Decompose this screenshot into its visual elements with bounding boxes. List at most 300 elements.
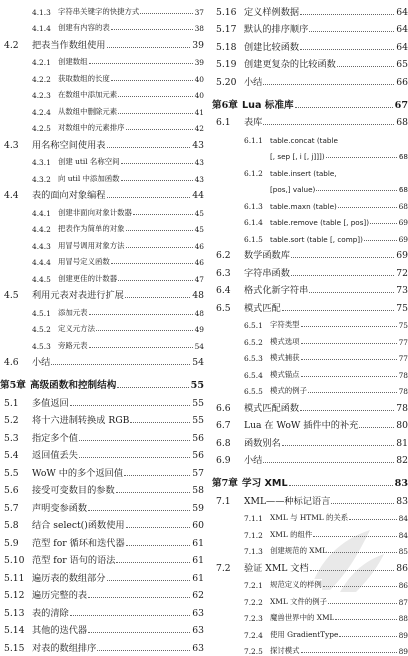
toc-entry-title: 格式化新字符串 [244,282,308,296]
dot-leader [111,79,193,81]
toc-sub-row[interactable] [0,318,204,335]
toc-page-number: 72 [395,268,408,279]
toc-sub-row[interactable] [0,67,204,84]
toc-sub-row[interactable] [212,623,408,640]
dot-leader [326,156,397,158]
toc-sub-row[interactable] [212,380,408,397]
dot-leader [282,309,395,311]
dot-leader [291,256,394,258]
dot-leader [121,162,193,164]
toc-entry-number: 5.19 [212,59,244,70]
toc-page-number: 41 [194,108,204,117]
toc-page-number: 89 [398,647,408,656]
dot-leader [111,262,193,264]
toc-page-number: 39 [194,58,204,67]
toc-entry-number: 5.1 [0,398,32,409]
toc-page-number: 83 [395,496,408,507]
dot-leader [116,561,190,563]
toc-chapter-row[interactable] [212,466,408,489]
dot-leader [126,526,191,528]
dot-leader [309,291,394,293]
toc-entry-number: 6.6 [212,403,244,414]
toc-section-row[interactable] [0,566,204,584]
toc-entry-title: 用名称空间使用表 [32,137,106,151]
toc-entry-title: 默认的排序顺序 [244,21,308,35]
toc-entry-title: 结合 select()函数使用 [32,517,125,531]
toc-entry-number: 6.5.3 [212,354,270,363]
toc-entry-title: 范型 for 语句的语法 [32,552,115,566]
toc-section-row[interactable] [0,584,204,602]
toc-entry-title: Lua 标准库 [242,97,294,111]
dot-leader [301,375,397,377]
toc-section-row[interactable] [0,391,204,409]
toc-entry-title: 旁路元表 [58,340,88,351]
toc-entry-number: 5.16 [212,7,244,18]
toc-entry-title: 表库 [244,114,262,128]
toc-section-row[interactable] [0,601,204,619]
toc-entry-number: 5.14 [0,625,32,636]
toc-entry-title: table.maxn (table) [270,202,337,211]
dot-leader [118,112,192,114]
toc-page-number: 39 [191,40,204,51]
toc-sub-row[interactable] [0,0,204,17]
toc-page-number: 64 [395,7,408,18]
toc-page-number: 78 [398,371,408,380]
dot-leader [126,246,193,248]
toc-sub-row[interactable] [212,590,408,607]
toc-entry-number: 第6章 [212,97,242,111]
toc-section-row[interactable] [212,0,408,18]
toc-sub-row[interactable] [212,523,408,540]
toc-entry-number: 4.2.2 [0,75,58,84]
dot-leader [89,62,193,64]
toc-entry-number: 6.5 [212,303,244,314]
toc-entry-title: 遍历完整的表 [32,587,87,601]
toc-entry-number: 4.5.3 [0,342,58,351]
dot-leader [310,569,395,571]
toc-sub-row[interactable] [212,128,408,145]
toc-right-column [212,0,408,656]
toc-page-number: 48 [194,309,204,318]
toc-page-number: 75 [398,321,408,330]
toc-entry-title: 函数别名 [244,435,281,449]
toc-page-number: 68 [398,185,408,194]
dot-leader [263,461,394,463]
toc-entry-title: XML 文件的例子 [270,596,327,607]
toc-entry-number: 4.4.5 [0,275,58,284]
toc-entry-number: 4.5 [0,290,32,301]
toc-page-number: 56 [191,433,204,444]
toc-entry-title: XML 与 HTML 的关系 [270,512,348,523]
dot-leader [300,48,394,50]
dot-leader [328,602,397,604]
toc-entry-number: 6.5.2 [212,338,270,347]
toc-sub-row[interactable] [0,167,204,184]
toc-section-row[interactable] [212,35,408,53]
toc-page-number: 40 [194,75,204,84]
dot-leader [97,649,190,651]
toc-page-number: 43 [191,140,204,151]
toc-entry-title: 将十六进制转换成 RGB [32,412,129,426]
toc-sub-row[interactable] [212,194,408,211]
toc-section-row[interactable] [0,514,204,532]
toc-entry-number: 4.4.1 [0,209,58,218]
toc-entry-number: 5.3 [0,433,32,444]
toc-entry-title: 模式捕获 [270,352,300,363]
toc-entry-number: 7.2.2 [212,598,270,607]
toc-entry-title: 模式匹配 [244,300,281,314]
toc-entry-title: 表的面向对象编程 [32,187,106,201]
toc-entry-title: table.sort (table [, comp]) [270,235,363,244]
toc-section-row[interactable] [212,111,408,129]
toc-entry-number: 7.1.1 [212,514,270,523]
toc-page-number: 59 [191,503,204,514]
toc-section-row[interactable] [212,396,408,414]
toc-section-row[interactable] [212,70,408,88]
toc-page-number: 73 [395,285,408,296]
toc-cont-row[interactable] [212,145,408,162]
toc-page-number: 42 [194,124,204,133]
toc-sub-row[interactable] [212,640,408,656]
toc-entry-title: 小结 [244,74,262,88]
toc-page-number: 80 [395,420,408,431]
dot-leader [328,551,397,553]
toc-sub-row[interactable] [0,151,204,168]
toc-entry-title: 多值返回 [32,395,69,409]
toc-page-number: 89 [398,631,408,640]
toc-sub-row[interactable] [212,574,408,591]
toc-page-number: 61 [191,538,204,549]
toc-page-number: 86 [398,581,408,590]
toc-page-number: 66 [395,77,408,88]
toc-entry-title: 指定多个值 [32,430,78,444]
toc-page-number: 87 [398,598,408,607]
toc-entry-title: 规范定义的样例 [270,579,322,590]
toc-sub-row[interactable] [212,211,408,228]
toc-section-row[interactable] [0,636,204,654]
toc-page-number: 46 [194,242,204,251]
toc-sub-row[interactable] [212,227,408,244]
toc-page-number: 69 [395,250,408,261]
toc-entry-title: 字符类型 [270,319,300,330]
toc-entry-number: 4.5.1 [0,309,58,318]
dot-leader [88,596,190,598]
toc-page-number: 46 [194,258,204,267]
dot-leader [133,213,193,215]
dot-leader [370,222,397,224]
toc-page-number: 77 [398,338,408,347]
dot-leader [88,509,190,511]
toc-sub-row[interactable] [0,201,204,218]
toc-sub-row[interactable] [212,314,408,331]
toc-sub-row[interactable] [212,161,408,178]
dot-leader [107,46,191,48]
toc-section-row[interactable] [0,33,204,51]
toc-chapter-row[interactable] [0,368,204,391]
toc-entry-number: 4.4.4 [0,258,58,267]
toc-sub-row[interactable] [0,334,204,351]
toc-entry-title: 返回值丢失 [32,447,78,461]
toc-entry-title: 接受可变数目的参数 [32,482,115,496]
toc-page-number: 55 [191,398,204,409]
toc-section-row[interactable] [0,549,204,567]
toc-entry-number: 5.7 [0,503,32,514]
toc-entry-title: 创建有内容的表 [58,22,110,33]
toc-section-row[interactable] [0,133,204,151]
dot-leader [107,579,191,581]
toc-page-number: 38 [194,24,204,33]
toc-section-row[interactable] [0,496,204,514]
toc-sub-row[interactable] [0,267,204,284]
toc-entry-number: 6.5.1 [212,321,270,330]
toc-section-row[interactable] [0,184,204,202]
toc-entry-number: 4.1.3 [0,8,58,17]
toc-page-number: 68 [395,117,408,128]
toc-page-number: 47 [194,275,204,284]
toc-entry-title: 模式选项 [270,336,300,347]
dot-leader [121,179,193,181]
toc-entry-title: WoW 中的多个返回值 [32,465,123,479]
toc-page-number: 68 [398,152,408,161]
toc-section-row[interactable] [212,414,408,432]
toc-sub-row[interactable] [0,251,204,268]
toc-entry-title: 把表当作数组使用 [32,37,106,51]
toc-sub-row[interactable] [0,218,204,235]
dot-leader [263,83,394,85]
toc-entry-number: 7.1 [212,496,244,507]
toc-entry-title: [, sep [, i [, j]]]) [270,152,325,161]
toc-entry-number: 6.1.1 [212,136,270,145]
dot-leader [126,544,191,546]
toc-sub-row[interactable] [0,301,204,318]
toc-entry-title: 验证 XML 文档 [244,560,309,574]
toc-page-number: 58 [191,485,204,496]
dot-leader [125,296,190,298]
toc-entry-number: 7.1.2 [212,531,270,540]
toc-section-row[interactable] [0,619,204,637]
dot-leader [130,421,190,423]
dot-leader [309,30,394,32]
toc-page-number: 55 [191,415,204,426]
toc-entry-title: 小结 [244,452,262,466]
toc-entry-number: 6.1.4 [212,218,270,227]
toc-entry-number: 6.1.2 [212,169,270,178]
toc-page-number: 63 [191,625,204,636]
toc-entry-title: 创建更佳的计数器 [58,273,117,284]
toc-sub-row[interactable] [212,607,408,624]
toc-entry-title: 创建更复杂的比较函数 [244,56,336,70]
toc-entry-title: 添加元表 [58,307,88,318]
toc-section-row[interactable] [212,244,408,262]
toc-entry-number: 4.2.5 [0,124,58,133]
toc-page-number: 84 [398,514,408,523]
toc-page-number: 54 [191,357,204,368]
toc-section-row[interactable] [212,18,408,36]
toc-page-number: 65 [395,59,408,70]
toc-sub-row[interactable] [212,507,408,524]
dot-leader [289,484,393,486]
toc-left-column [0,0,204,654]
toc-section-row[interactable] [212,556,408,574]
toc-page-number: 68 [398,202,408,211]
toc-entry-number: 5.9 [0,538,32,549]
toc-page-number: 63 [191,608,204,619]
toc-entry-number: 7.2.5 [212,647,270,656]
dot-leader [126,229,193,231]
toc-section-row[interactable] [0,426,204,444]
toc-page-number: 43 [194,175,204,184]
toc-entry-title: 创建规范的 XML [270,545,327,556]
toc-entry-title: 创建非面向对象计数器 [58,207,132,218]
toc-page-number: 49 [194,325,204,334]
toc-page-number: 75 [395,303,408,314]
toc-section-row[interactable] [212,261,408,279]
dot-leader [339,635,396,637]
dot-leader [70,614,191,616]
toc-entry-title: 模式锚点 [270,369,300,380]
dot-leader [301,651,397,653]
toc-section-row[interactable] [0,284,204,302]
toc-section-row[interactable] [212,296,408,314]
toc-page-number: 61 [191,555,204,566]
toc-entry-number: 6.4 [212,285,244,296]
toc-entry-title: 在数组中添加元素 [58,89,117,100]
toc-entry-number: 5.6 [0,485,32,496]
toc-entry-number: 5.2 [0,415,32,426]
toc-entry-number: 4.6 [0,357,32,368]
toc-section-row[interactable] [0,531,204,549]
toc-sub-row[interactable] [0,51,204,68]
toc-entry-number: 4.4.3 [0,242,58,251]
dot-leader [111,28,193,30]
toc-entry-title: 遍历表的数组部分 [32,570,106,584]
dot-leader [107,146,191,148]
toc-entry-number: 5.8 [0,520,32,531]
toc-page-number: 45 [194,225,204,234]
toc-section-row[interactable] [0,409,204,427]
toc-page-number: 82 [395,455,408,466]
toc-section-row[interactable] [212,489,408,507]
toc-page-number: 67 [394,100,408,111]
toc-page-number: 61 [191,573,204,584]
toc-entry-number: 4.3 [0,140,32,151]
toc-entry-title: XML 的组件 [270,529,312,540]
toc-section-row[interactable] [0,444,204,462]
toc-entry-title: 获取数组的长度 [58,73,110,84]
toc-page-number: 69 [398,235,408,244]
toc-entry-title: 表的清除 [32,605,69,619]
toc-sub-row[interactable] [212,363,408,380]
toc-section-row[interactable] [0,479,204,497]
toc-entry-number: 5.15 [0,643,32,654]
toc-page-number: 78 [395,403,408,414]
dot-leader [79,439,190,441]
toc-entry-number: 4.3.1 [0,158,58,167]
dot-leader [349,518,396,520]
toc-sub-row[interactable] [212,347,408,364]
toc-entry-number: 4.2.4 [0,108,58,117]
toc-sub-row[interactable] [0,117,204,134]
dot-leader [295,106,393,108]
toc-section-row[interactable] [0,351,204,369]
toc-sub-row[interactable] [0,84,204,101]
toc-page-number: 37 [194,8,204,17]
toc-page-number: 86 [395,563,408,574]
toc-entry-title: table.insert (table, [270,169,337,178]
dot-leader [263,123,394,125]
toc-sub-row[interactable] [212,540,408,557]
toc-page-number: 40 [194,91,204,100]
toc-entry-title: 学习 XML [242,475,288,489]
dot-leader [118,95,192,97]
toc-entry-title: 模式的例子 [270,385,307,396]
toc-page-number: 88 [398,614,408,623]
toc-entry-number: 5.20 [212,77,244,88]
toc-entry-number: 5.12 [0,590,32,601]
toc-sub-row[interactable] [0,17,204,34]
toc-entry-title: 创建数组 [58,56,88,67]
toc-entry-title: 数学函数库 [244,247,290,261]
toc-section-row[interactable] [212,449,408,467]
toc-page-number: 55 [190,380,204,391]
toc-entry-number: 6.2 [212,250,244,261]
toc-section-row[interactable] [212,279,408,297]
toc-entry-title: 魔兽世界中的 XML [270,612,334,623]
toc-entry-number: 5.13 [0,608,32,619]
toc-page-number: 62 [191,590,204,601]
toc-sub-row[interactable] [0,234,204,251]
toc-sub-row[interactable] [212,330,408,347]
toc-section-row[interactable] [212,53,408,71]
toc-page-number: 83 [394,478,408,489]
dot-leader [323,585,397,587]
toc-entry-number: 6.9 [212,455,244,466]
toc-entry-number: 6.8 [212,438,244,449]
toc-page-number: 44 [191,190,204,201]
dot-leader [301,342,397,344]
toc-entry-number: 7.2.4 [212,631,270,640]
toc-page-number: 57 [191,468,204,479]
toc-entry-title: table.concat (table [270,136,338,145]
dot-leader [313,535,396,537]
toc-entry-title: 定义样例数据 [244,4,299,18]
dot-leader [359,426,394,428]
toc-entry-number: 7.2 [212,563,244,574]
toc-entry-number: 5.11 [0,573,32,584]
toc-section-row[interactable] [0,461,204,479]
toc-section-row[interactable] [212,431,408,449]
toc-page-number: 45 [194,209,204,218]
dot-leader [124,474,190,476]
dot-leader [96,329,193,331]
toc-entry-number: 6.7 [212,420,244,431]
toc-entry-title: 字符串关键字的快捷方式 [58,6,139,17]
toc-entry-title: XML——种标记语言 [244,493,330,507]
toc-entry-title: 范型 for 循环和迭代器 [32,535,125,549]
toc-entry-title: 定义元方法 [58,323,95,334]
toc-page-number: 84 [398,531,408,540]
toc-cont-row[interactable] [212,178,408,195]
toc-page-number: 54 [194,342,204,351]
toc-page-number: 78 [398,387,408,396]
toc-chapter-row[interactable] [212,88,408,111]
toc-page-number: 81 [395,438,408,449]
dot-leader [51,363,190,365]
toc-page-number: 64 [395,24,408,35]
toc-sub-row[interactable] [0,100,204,117]
toc-page-number: 85 [398,547,408,556]
toc-page-number: 48 [191,290,204,301]
